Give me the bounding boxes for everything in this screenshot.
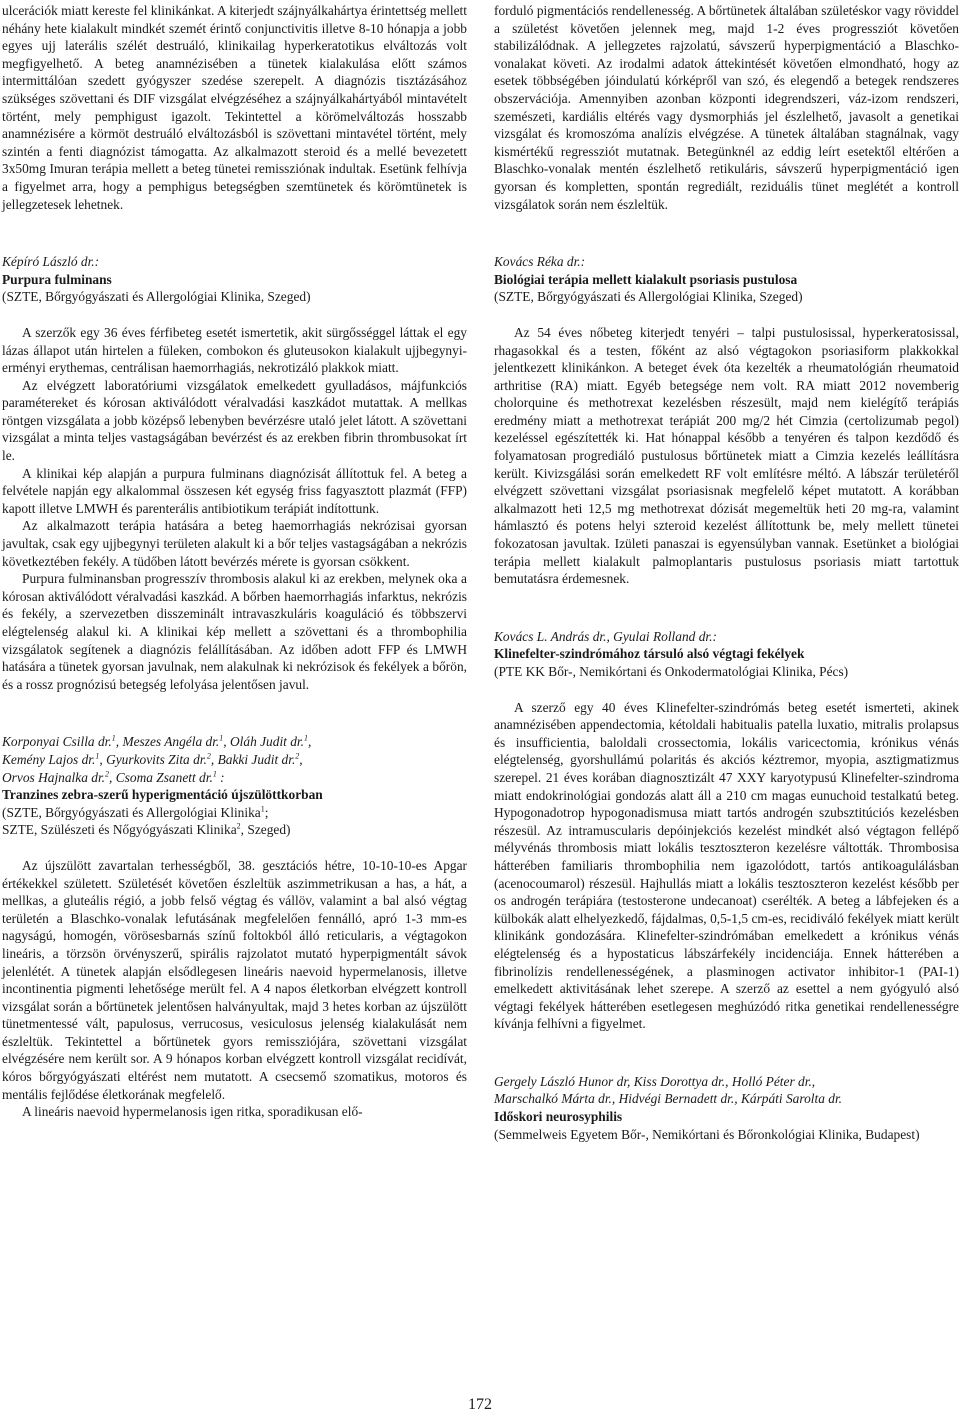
abstract-paragraph: Az alkalmazott terápia hatására a beteg haemorrhagiás nekrózisai gyorsan javultak, csak egy ujjbegynyi területen alakult ki a bőr teljes vastagságában a nekrózis következtében fekély. A tüdőben látott bevérzés mérete is gyorsan csökkent.: [2, 518, 467, 569]
abstract-affiliation: (SZTE, Bőrgyógyászati és Allergológiai Klinika, Szeged): [494, 289, 803, 305]
abstract-affiliation: (SZTE, Bőrgyógyászati és Allergológiai Klinika, Szeged): [2, 289, 311, 305]
abstract-zebra-hyperpigmentation: [2, 733, 467, 1120]
abstract-affiliation: (Semmelweis Egyetem Bőr-, Nemikórtani és Bőronkológiai Klinika, Budapest): [494, 1126, 920, 1142]
authors-line-3: Orvos Hajnalka dr.$^2$, Csoma Zsanett dr.$^1$ :: [2, 769, 225, 785]
abstract-purpura-fulminans: [2, 253, 467, 693]
abstract-title: Klinefelter-szindrómához társuló alsó végtagi fekélyek: [494, 646, 805, 662]
authors-line-2: Kemény Lajos dr.$^1$, Gyurkovits Zita dr.$^2$, Bakki Judit dr.$^2$,: [2, 751, 303, 767]
abstract-authors: [2, 733, 467, 786]
abstract-paragraph: A klinikai kép alapján a purpura fulminans diagnózisát állítottuk fel. A beteg a felvétele napján egy alkalommal összesen két egység friss fagyasztott plazmát (FFP) kapott illetve LMWH és parenterális antibiotikum terápiát indítottunk.: [2, 465, 467, 516]
abstract-authors: Kovács Réka dr.:: [494, 254, 586, 270]
abstract-authors: Képíró László dr.:: [2, 254, 100, 270]
abstract-psoriasis-pustulosa: [494, 253, 959, 588]
abstract-affiliation: [2, 804, 467, 839]
abstract-paragraph: Az 54 éves nőbeteg kiterjedt tenyéri – talpi pustulosissal, hyperkeratosissal, rhagasokkal és a testen, főként az alsó végtagokon psoriasiform plakkokkal jelentkezett klinikánkon. A beteget évek óta kezelték a rheumatológián rheumatoid arthritise (RA) miatt. Egyéb betegsége nem volt. RA miatt 2012 novemberig cholorquine és methotrexat kezelésben részesült, majd nem kielégítő terápiás eredmény miatt a methotrexat terápiát 200 mg/2 hét Cimzia (certolizumab pegol) kezeléssel egészítették ki. Hat hónappal később a tenyéren és talpon kezdődő és folyamatosan progrediáló pustulosus bőrtünetek miatt a Cimzia kezelés leállításra került. Kivizsgálási során emelkedett RF volt említésre méltó. A lábszár területéről elvégzett szövettani vizsgálat psoriasisnak megfelelő képet mutatott. A korábban alkalmazott heti 12,5 mg methotrexat dózisát megemeltük heti 20 mg-ra, valamint hámlasztó és potens helyi szteroid kezelést állítottunk be, mely mellett tünetei fokozatosan javultak. Izületi panaszai is egyensúlyban vannak. Esetünket a biológiai terápia mellett kialakult palmoplantaris pustulosus psoriasis miatt tartottuk bemutatásra érdemesnek.: [494, 324, 959, 587]
affiliation-line-2: SZTE, Szülészeti és Nőgyógyászati Klinika$^2$, Szeged): [2, 821, 291, 838]
abstract-affiliation: (PTE KK Bőr-, Nemikórtani és Onkodermatológiai Klinika, Pécs): [494, 664, 849, 679]
right-column: [494, 2, 959, 1143]
left-column: [2, 2, 467, 1121]
abstract-paragraph: Az újszülött zavartalan terhességből, 38. gesztációs hétre, 10-10-10-es Apgar értékekkel született. Születését követően észleltük aszimmetrikusan a has, a hát, a mellkas, a gluteális régió, a jobb felső végtag és vállöv, valamint a bal alsó végtag területén a Blaschko-vonalak lefutásának megfelelően fennálló, apró 1-3 mm-es nagyságú, homogén, vörösesbarnás színű foltokból álló reticularis, a végtagokon lineáris, a törzsön örvényszerű, spirális rajzolatot mutató hyperpigmentált sávok jelenlétét. A tünetek alapján elsődlegesen lineáris naevoid hypermelanosis, illetve incontinentia pigmenti lehetősége merült fel. A 4 napos életkorban elvégzett kontroll vizsgálat során a bőrtünetek jelentősen halványultak, majd 3 hetes korban az újszülött tünetmentessé vált, papulosus, verrucosus, vesiculosus jelenség kialakulását nem észleltük. Tekintettel a bőrtünetek gyors remissziójára, szövettani vizsgálat elvégzésére nem került sor. A 9 hónapos korban elvégzett kontroll vizsgálat recidívát, kóros bőrgyógyászati eltérést nem mutatott. A csecsemő szomatikus, motoros és mentális fejlődése életkorának megfelelő.: [2, 857, 467, 1102]
page-number: 172: [468, 1396, 492, 1413]
abstract-paragraph: A lineáris naevoid hypermelanosis igen ritka, sporadikusan elő-: [22, 1104, 363, 1120]
abstract-paragraph: Purpura fulminansban progresszív thrombosis alakul ki az erekben, melynek oka a kórosan aktiválódott véralvadási kaszkád. A bőrben haemorrhagiás infarktus, nekrózis és fekély, a szervezetben disszeminált intravaszkuláris koaguláció és többszervi elégtelenség alakul ki. A klinikai kép mellett a szövettani és a thrombophilia vizsgálatok segítenek a diagnózis felállításában. Az időben adott FFP és LMWH hatására a tünetek gyorsan javulnak, nem alakulnak ki nekrózisok és fekélyek a bőrön, és a rossz prognózisú betegség lefolyása jelentősen javul.: [2, 571, 467, 692]
abstract-title: Purpura fulminans: [2, 271, 112, 287]
continuation-paragraph: forduló pigmentációs rendellenesség. A bőrtünetek általában születéskor vagy röviddel a születést követően jelennek meg, majd 1-2 éves progressziót követően stabilizálódnak. A jellegzetes rajzolatú, sávszerű hyperpigmentáció a Blaschko-vonalakat követi. Az irodalmi adatok áttekintését követően elmondható, hogy az esetek többségében jóindulatú kórképről van szó, és elegendő a betegek rendszeres obszervációja. Amennyiben azonban központi idegrendszeri, váz-izom rendszeri, szemészeti, kardiális eltérés vagy dysmorphiás jel észlelhető, javasolt a genetikai vizsgálat és kromoszóma analízis elvégzése. A tünetek általában stagnálnak, vagy kismértékű regressziót mutatnak. Betegünknél az eddig leírt esetektől eltérően a Blaschko-vonalak mentén észlelhető retikuláris, sávszerű hyperpigmentáció igen gyorsan és kompletten, spontán regrediált, reziduális tünet meglétét a kontroll vizsgálatok során nem észleltük.: [494, 3, 959, 212]
abstract-title: Időskori neurosyphilis: [494, 1109, 623, 1125]
abstract-title: Biológiai terápia mellett kialakult psoriasis pustulosa: [494, 271, 798, 287]
abstract-authors-line-2: Marschalkó Márta dr., Hidvégi Bernadett dr., Kárpáti Sarolta dr.: [494, 1091, 843, 1107]
abstract-paragraph: A szerzők egy 36 éves férfibeteg esetét ismertetik, akit sürgősséggel láttak el egy lázas állapot után hirtelen a füleken, combokon és gluteusokon kialakult ujjbegynyi-erményi erythemas, centrálisan haemorrhagiás, nekrotizáló plakkok miatt.: [2, 324, 467, 376]
abstract-authors-line-1: Gergely László Hunor dr, Kiss Dorottya dr., Holló Péter dr.,: [494, 1073, 816, 1089]
abstract-paragraph: Az elvégzett laboratóriumi vizsgálatok emelkedett gyulladásos, májfunkciós paramétereket és kórosan aktiválódott véralvadási kaszkádot mutattak. A mellkas röntgen vizsgálata a jobb középső lebenyben bevérzésre utaló jelet látott. A szövettani vizsgálat a minta teljes vastagságában bevérzést és az erekben fibrin thrombusokat írt le.: [2, 377, 467, 464]
abstract-authors: Kovács L. András dr., Gyulai Rolland dr.:: [494, 628, 717, 644]
abstract-title: Tranzines zebra-szerű hyperigmentáció újszülöttkorban: [2, 787, 323, 803]
authors-line-1: Korponyai Csilla dr.$^1$, Meszes Angéla dr.$^1$, Oláh Judit dr.$^1$,: [2, 733, 312, 750]
abstract-neurosyphilis: [494, 1073, 959, 1143]
affiliation-line-1: (SZTE, Bőrgyógyászati és Allergológiai Klinika$^1$;: [2, 804, 269, 820]
continuation-paragraph: ulcerációk miatt kereste fel klinikánkat. A kiterjedt szájnyálkahártya érintettség mellett néhány hete kialakult mindkét szemét érintő conjunctivitis illetve 8-10 hónapja a jobb egyes ujj laterális szélét destruáló, klinikailag hyperkeratotikus elváltozás volt megfigyelhető. A beteg anamnézisében a tünetek kialakulása előtt számos intermittálóan szedett gyógyszer szedése szerepelt. A diagnózis tisztázásához szükséges szövettani és DIF vizsgálat elvégzéséhez a szájnyálkahártyából mintavételt történt, mely pemphigust igazolt. Tekintettel a körömelváltozás hosszabb anamnézisére a körmöt destruáló elváltozásból is szövettani mintavétel történt, mely szintén a fenti diagnózist támogatta. Az alkalmazott steroid és a mellé bevezetett 3x50mg Imuran terápia mellett a beteg tünetei remissziónak indultak. Esetünk felhívja a figyelmet arra, hogy a pemphigus betegségben szemtünetek és körömtünetek is jellegzetesek lehetnek.: [2, 3, 467, 212]
abstract-klinefelter-ulcers: [494, 628, 959, 1033]
abstract-paragraph: A szerző egy 40 éves Klinefelter-szindrómás beteg esetét ismerteti, akinek anamnézisében appendectomia, kétoldali habitualis patella luxatio, mitralis prolapsus és insufficientia, baloldali crossectomia, lokális varicectomia, krónikus vénás elégtelenség, gyorshullámú polaritás és akciós kéztremor, myopia, asztigmatizmus szerepel. 21 éves korában diagnosztizált 47 XXY karyotypusú Klinefelter-szindroma miatt endokrinológiai gondozás alatt áll a 210 cm magas eunuchoid testalkatú beteg. Hypogonadotrop hypogonadismusa miatt tartós androgén szubsztitúciós kezelésben részesül. Az intramuscularis depóinjekciós kezelést mindkét alsó végtagon fellépő mélyvénás thrombosis miatt lokális tesztoszteron kezelésre váltották. Thrombosisa hátterében familiaris thrombophilia nem igazolódott, tartós antikoagulálásban (acenocoumarol) részesül. Hajhullás miatt a lokális tesztoszteron kezelést később per os androgén terápiára (testosterone undecanoat) cserélték. A beteg a lábfejeken és a külbokák alatt elhelyezkedő, fájdalmas, 0,5-1,5 cm-es, recidiváló fekélyek miatt került klinikánk gondozására. Klinefelter-szindrómában emelkedett a krónikus vénás elégtelenség és a hypostaticus lábszárfekély incidenciája. Ennek hátterében a fibrinolízis rendellenességének, a plasminogen activator inhibitor-1 (PAI-1) emelkedett aktivitásának lehet szerepe. A szerző az esettel a nem gyógyuló alsó végtagi fekélyek hátterében esetlegesen meghúzódó ritka genetikai rendellenességre kívánja felhívni a figyelmet.: [494, 699, 959, 1032]
